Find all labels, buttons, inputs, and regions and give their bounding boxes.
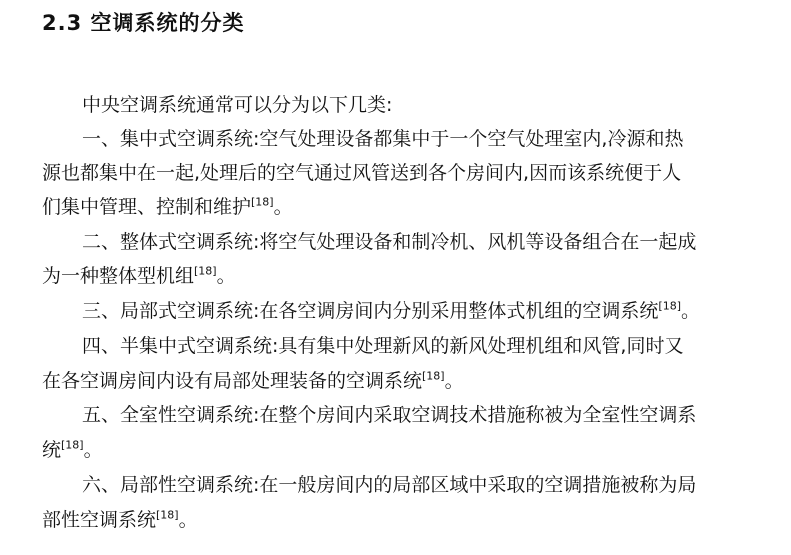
item-5-line-2 <box>42 437 103 463</box>
item-1-line-3-text: 们集中管理、控制和维护 <box>42 196 252 218</box>
item-6-line-1: 六、局部性空调系统:在一般房间内的局部区域中采取的空调措施被称为局 <box>82 474 697 496</box>
item-1-line-2: 源也都集中在一起,处理后的空气通过风管送到各个房间内,因而该系统便于人 <box>42 162 682 184</box>
item-3-citation: [18] <box>658 299 681 313</box>
item-1-line-1: 一、集中式空调系统:空气处理设备都集中于一个空气处理室内,冷源和热 <box>82 128 684 150</box>
item-4-line-1: 四、半集中式空调系统:具有集中处理新风的新风处理机组和风管,同时又 <box>82 335 684 357</box>
item-6-line-2 <box>42 507 198 533</box>
section-heading: 2.3 空调系统的分类 <box>42 11 245 35</box>
item-4-end: 。 <box>444 370 464 392</box>
item-5-line-2-text: 统 <box>42 439 62 461</box>
item-1-end: 。 <box>273 196 293 218</box>
item-1-line-3 <box>42 194 293 220</box>
item-5-citation: [18] <box>61 438 84 452</box>
item-6-citation: [18] <box>156 508 179 522</box>
item-5-line-1: 五、全室性空调系统:在整个房间内采取空调技术措施称被为全室性空调系 <box>82 404 697 426</box>
item-4-citation: [18] <box>422 369 445 383</box>
item-6-line-2-text: 部性空调系统 <box>42 509 157 531</box>
item-4-line-2-text: 在各空调房间内设有局部处理装备的空调系统 <box>42 370 423 392</box>
item-2-line-2 <box>42 263 236 289</box>
item-2-citation: [18] <box>194 264 217 278</box>
intro-line: 中央空调系统通常可以分为以下几类: <box>82 94 393 116</box>
item-2-line-2-text: 为一种整体型机组 <box>42 265 195 287</box>
item-1-citation: [18] <box>251 195 274 209</box>
item-2-line-1: 二、整体式空调系统:将空气处理设备和制冷机、风机等设备组合在一起成 <box>82 231 697 253</box>
item-4-line-2 <box>42 368 464 394</box>
item-3-line-1 <box>82 298 700 324</box>
item-6-end: 。 <box>178 509 198 531</box>
item-2-end: 。 <box>216 265 236 287</box>
item-3-end: 。 <box>681 300 701 322</box>
item-3-line-1-text: 三、局部式空调系统:在各空调房间内分别采用整体式机组的空调系统 <box>82 300 659 322</box>
item-5-end: 。 <box>83 439 103 461</box>
